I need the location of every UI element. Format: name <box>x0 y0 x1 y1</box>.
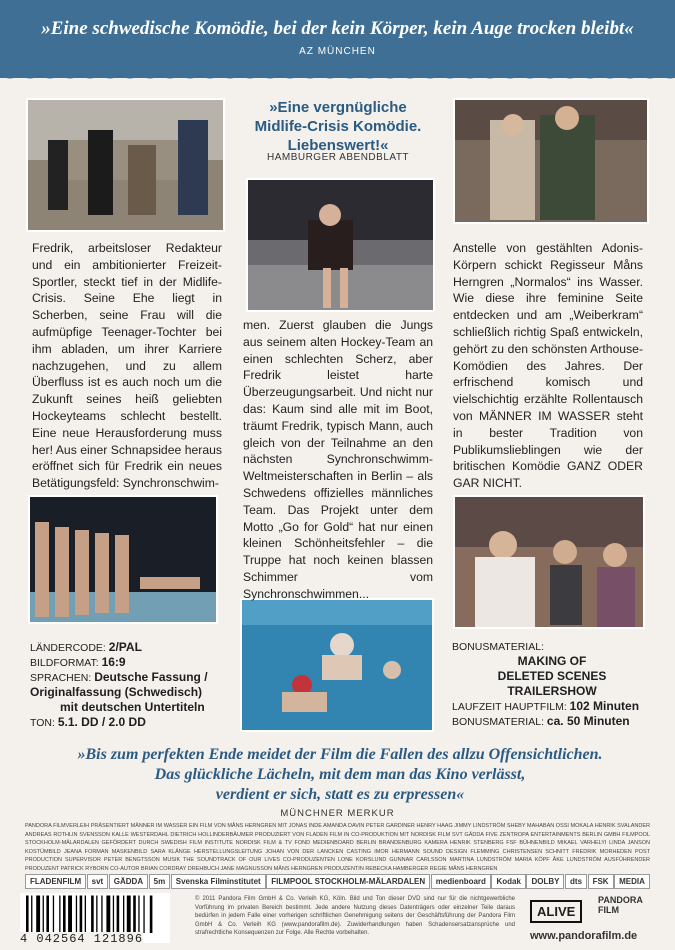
logo-svt: svt <box>87 874 109 889</box>
tech-specs-right <box>452 640 652 729</box>
aspect-value: 16:9 <box>101 655 126 669</box>
region-value: 2/PAL <box>108 640 142 654</box>
photo-swimmers-in-pool <box>242 600 432 730</box>
aspect-label: BILDFORMAT: <box>30 657 99 669</box>
sound-value: 5.1. DD / 2.0 DD <box>57 715 146 729</box>
languages-value-2: Originalfassung (Schwedisch) <box>30 685 203 699</box>
photo-synchro-team-poolside <box>30 497 216 622</box>
logo-filmpool: FILMPOOL STOCKHOLM-MÄLARDALEN <box>266 874 430 889</box>
photo-girl-locker-room <box>248 180 433 310</box>
bonus-label: BONUSMATERIAL: <box>452 641 544 653</box>
runtime-label: LAUFZEIT HAUPTFILM: <box>452 701 567 713</box>
logo-medienboard: medienboard <box>431 874 491 889</box>
languages-value-3: mit deutschen Untertiteln <box>60 700 205 714</box>
bottom-quote <box>20 745 660 805</box>
bottom-quote-line-3: verdient er sich, statt es zu erpressen« <box>215 786 465 803</box>
logo-row <box>25 870 650 892</box>
logo-media: MEDIA <box>614 874 650 889</box>
tech-specs-left <box>30 640 230 730</box>
bonus-item-trailershow: TRAILERSHOW <box>507 684 597 698</box>
synopsis-column-2: men. Zuerst glauben die Jungs aus seinem alten Hockey-Team an einen schlechten Scherz, aber Fredrik leistet harte Überzeugungsarbeit. Und nicht nur das: Kaum sind alle mit im Boot, träumt Fredrik, typisch Mann, auch gleich von der Teilnahme an den nächsten Synchronschwimm-Weltmeisterschaften in Berlin – als Schwedens offizielles männliches Team. Das Projekt unter dem Motto „Go for Gold“ hat nur einen kleinen Schönheitsfehler – die Truppe hat noch keinen blassen Schimmer vom Synchronschwimmen... <box>243 318 433 601</box>
pandora-film-logo <box>598 895 643 915</box>
logo-fladenfilm: FLADENFILM <box>25 874 86 889</box>
bonus-length-value: ca. 50 Minuten <box>546 714 630 728</box>
legal-notice: © 2011 Pandora Film GmbH & Co. Verleih KG, Köln. Bild und Ton dieser DVD sind nur für die nichtgewerbliche Vorführung im privaten Bereich bestimmt. Jede andere Nutzung dieses Datenträgers oder einzelner Teile daraus bedürfen in jedem Falle einer vorherigen schriftlichen Genehmigung seitens der Geschäftsführung der Pandora Film GmbH & Co. Verleih KG (www.pandorafilm.de). Zuwiderhandlungen haben Schadensersatzansprüche und strafrechtliche Konsequenzen zur Folge. Alle Rechte vorbehalten. <box>195 896 515 936</box>
photo-wedding-party <box>455 497 643 627</box>
top-quote-source: AZ MÜNCHEN <box>299 46 376 57</box>
languages-value-1: Deutsche Fassung / <box>94 670 208 684</box>
alive-logo: ALIVE <box>530 900 582 923</box>
barcode-number: 4 042564 121896 <box>20 932 144 946</box>
languages-label: SPRACHEN: <box>30 672 92 684</box>
middle-quote-line-3: Liebenswert!« <box>287 137 389 154</box>
region-label: LÄNDERCODE: <box>30 642 106 654</box>
photo-hockey-team <box>28 100 223 230</box>
bonus-item-deleted-scenes: DELETED SCENES <box>497 669 607 683</box>
middle-quote-line-1: »Eine vergnügliche <box>269 99 407 116</box>
synopsis-column-1: Fredrik, arbeitsloser Redakteur und ein ambitionierter Freizeit-Sportler, steckt tief in der Midlife-Crisis. Seine Ehe liegt in Scherben, seine Frau will die aufmüpfige Teenager-Tochter bei ihm abladen, um ihrer Karriere nachzugehen, und zu allem Überfluss ist es auch noch um die Zukunft seines heiß geliebten Hockeyteams schlecht bestellt. Eine neue Herausforderung muss her! Aus einer Schnapsidee heraus eröffnet sich für Fredrik ein neues Betätigungsfeld: Synchronschwim- <box>32 241 222 491</box>
middle-quote-source: HAMBURGER ABENDBLATT <box>266 152 410 163</box>
middle-quote <box>238 98 438 155</box>
sound-label: TON: <box>30 717 55 729</box>
credits-block: PANDORA FILMVERLEIH PRÄSENTIERT MÄNNER IM WASSER EIN FILM VON MÅNS HERNGREN MIT JONAS INDE AMANDA DAVIN PETER GARDINER HENRY HAAG JIMMY LINDSTRÖM SHEBY MAHABAN OSSI MOKALA HENRIK SVALANDER ANDREAS ROTHLIN SVENSSON KALLE WESTERDAHL DIETRICH HOLLINDERBÄUMER PRODUZIERT VON FLADEN FILM IN CO-PRODUKTION MIT NORDISK FILM SVT GÄDDA FIVE ZENTROPA ENTERTAINMENTS BERLIN GMBH FILMPOOL STOCKHOLM-MÄLARDALEN GEFÖRDERT DURCH SWEDISH FILM INSTITUTE NORDISK FILM & TV FOND MEDIENBOARD BERLIN BRANDENBURG KAMERA HENRIK STENBERG FSF BÜHNENBILD MIKAEL VARHELYI LINDA JANSON KOSTÜMBILD JEANA FORMAN MASKENBILD SARA KLÄNGE HERSTELLUNGSLEITUNG JOHAN VON DER LANCKEN CASTING IMOR HERMANN SOUND DESIGN FLEMMING CHRISTENSEN SCHNITT FREDRIK MORHEDEN POST PRODUCTION SUPERVISOR PETER BENGTSSON MUSIK THE SOUNDTRACK OF OUR LIVES CO-PRODUZENTEN LONE KORSLUND GUNNAR CARLSSON MARTINA LUNDSTRÖM MARIA KÖPF ÅKE LUNDSTRÖM AUSFÜHRENDER PRODUZENT PATRICK RYBORN CO-AUTOR BRIAN CORDRAY DREHBUCH JANE MAGNUSSON MÅNS HERNGREN PRODUZENTIN REBECKA HAMBERGER REGIE MÅNS HERNGREN <box>25 823 650 872</box>
pandora-logo-line-2: FILM <box>598 905 619 915</box>
runtime-value: 102 Minuten <box>569 699 640 713</box>
bonus-length-label: BONUSMATERIAL: <box>452 716 544 728</box>
synopsis-column-3: Anstelle von gestählten Adonis-Körpern schickt Regisseur Måns Herngren „Normalos“ ins Wasser. Wie diese ihre feminine Seite entdecken und am „Weiberkram“ schließlich richtig Spaß entwickeln, gehört zu den schönsten Arthouse-Komödien des Jahres. Der erfrischend komisch und vielschichtig erzählte Rollentausch von MÄNNER IM WASSER steht in bester Tradition von Publikumslieblingen wie der britischen Komödie GANZ ODER GAR NICHT. <box>453 241 643 491</box>
website-url: www.pandorafilm.de <box>530 930 638 942</box>
logo-dts: dts <box>565 874 587 889</box>
top-quote: »Eine schwedische Komödie, bei der kein Körper, kein Auge trocken bleibt« <box>41 18 634 39</box>
logo-fsk: FSK <box>588 874 614 889</box>
photo-couple-street <box>455 100 647 222</box>
bottom-quote-source: MÜNCHNER MERKUR <box>280 808 395 819</box>
logo-gadda: GÄDDA <box>109 874 148 889</box>
pandora-logo-line-1: PANDORA <box>598 895 643 905</box>
bottom-quote-line-2: Das glückliche Lächeln, mit dem man das Kino verlässt, <box>154 766 526 783</box>
middle-quote-line-2: Midlife-Crisis Komödie. <box>254 118 422 135</box>
logo-kodak: Kodak <box>491 874 525 889</box>
bonus-item-making-of: MAKING OF <box>517 654 587 668</box>
logo-dolby: DOLBY <box>526 874 564 889</box>
logo-5m: 5m <box>149 874 171 889</box>
logo-svenska-filminstitutet: Svenska Filminstitutet <box>171 874 266 889</box>
bottom-quote-line-1: »Bis zum perfekten Ende meidet der Film die Fallen des allzu Offensichtlichen. <box>77 746 603 763</box>
